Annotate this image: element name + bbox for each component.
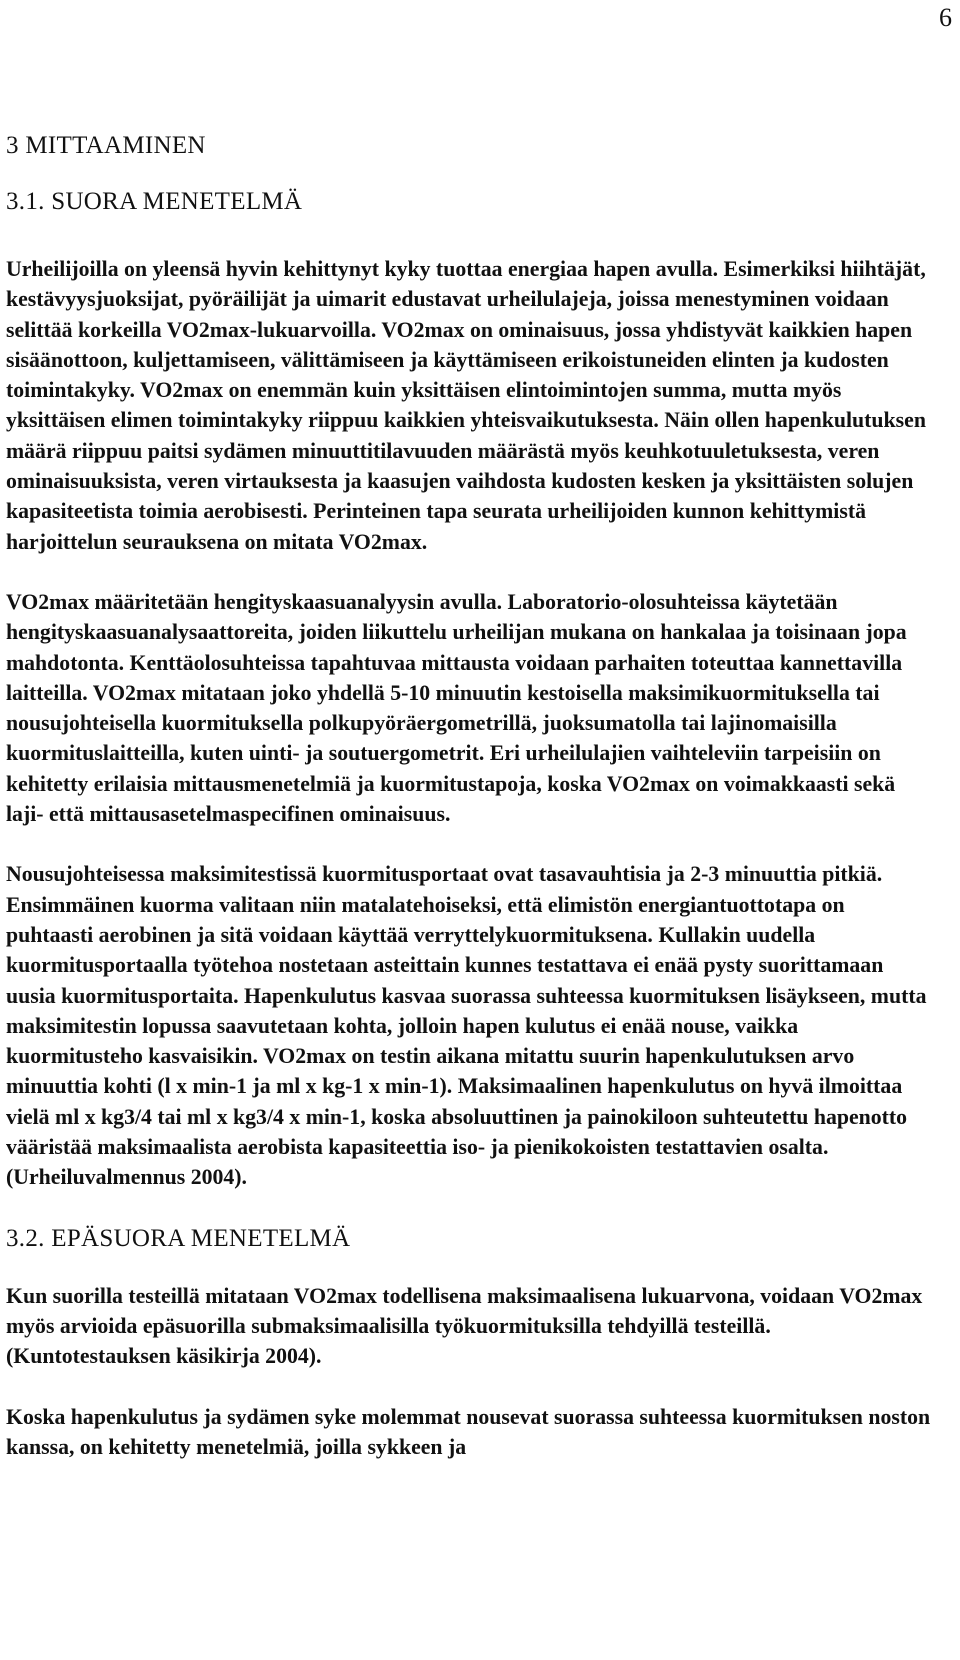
paragraph: VO2max määritetään hengityskaasuanalyysin avulla. Laboratorio-olosuhteissa käytetään hengityskaasuanalysaattoreita, joiden liikuttelu urheilijan mukana on hankalaa ja toisinaan jopa mahdotonta. Kenttäolosuhteissa tapahtuvaa mittausta voidaan parhaiten toteuttaa kannettavilla laitteilla. VO2max mitataan joko yhdellä 5-10 minuutin kestoisella maksimikuormituksella tai nousujohteisella kuormituksella polkupyöräergometrillä, juoksumatolla tai lajinomaisilla kuormituslaitteilla, kuten uinti- ja soutuergometrit. Eri urheilulajien vaihteleviin tarpeisiin on kehitetty erilaisia mittausmenetelmiä ja kuormitustapoja, koska VO2max on voimakkaasti sekä laji- että mittausasetelmaspecifinen ominaisuus. (6, 589, 907, 827)
paragraph: Koska hapenkulutus ja sydämen syke molemmat nousevat suorassa suhteessa kuormituksen noston kanssa, on kehitetty menetelmiä, joilla sykkeen ja (6, 1404, 931, 1459)
subsection-heading-indirect-method: 3.2. EPÄSUORA MENETELMÄ (6, 1224, 351, 1252)
paragraph: Nousujohteisessa maksimitestissä kuormitusportaat ovat tasavauhtisia ja 2-3 minuuttia pitkiä. Ensimmäinen kuorma valitaan niin matalatehoiseksi, että elimistön energiantuottotapa on puhtaasti aerobinen ja sitä voidaan käyttää verryttelykuormituksena. Kullakin uudella kuormitusportaalla työtehoa nostetaan asteittain kunnes testattava ei enää pysty suorittamaan uusia kuormitusportaita. Hapenkulutus kasvaa suorassa suhteessa kuormituksen lisäykseen, mutta maksimitestin lopussa saavutetaan kohta, jolloin hapen kulutus ei enää nouse, vaikka kuormitusteho kasvaisikin. VO2max on testin aikana mitattu suurin hapenkulutuksen arvo minuuttia kohti (l x min-1 ja ml x kg-1 x min-1). Maksimaalinen hapenkulutus on hyvä ilmoittaa vielä ml x kg3/4 tai ml x kg3/4 x min-1, koska absoluuttinen ja painokiloon suhteutettu hapenotto vääristää maksimaalista aerobista kapasiteettia iso- ja pienikokoisten testattavien osalta. (Urheiluvalmennus 2004). (6, 862, 927, 1190)
paragraph: Urheilijoilla on yleensä hyvin kehittynyt kyky tuottaa energiaa hapen avulla. Esimerkiksi hiihtäjät, kestävyysjuoksijat, pyöräilijät ja uimarit edustavat urheilulajeja, joissa menestyminen voidaan selittää korkeilla VO2max-lukuarvoilla. VO2max on ominaisuus, jossa yhdistyvät kaikkien hapen sisäänottoon, kuljettamiseen, välittämiseen ja käyttämiseen erikoistuneiden elinten ja kudosten toimintakyky. VO2max on enemmän kuin yksittäisen elintoimintojen summa, mutta myös yksittäisen elimen toimintakyky riippuu kaikkien yhteisvaikutuksesta. Näin ollen hapenkulutuksen määrä riippuu paitsi sydämen minuuttitilavuuden määrästä myös keuhkotuuletuksesta, veren ominaisuuksista, veren virtauksesta ja kaasujen vaihdosta kudosten kesken ja yksittäisten solujen kapasiteetista toimia aerobisesti. Perinteinen tapa seurata urheilijoiden kunnon kehittymistä harjoittelun seurauksena on mitata VO2max. (6, 257, 926, 554)
section-heading: 3 MITTAAMINEN (6, 132, 206, 159)
page-number: 6 (939, 3, 952, 32)
subsection-heading-direct-method: 3.1. SUORA MENETELMÄ (6, 188, 303, 215)
paragraph: Kun suorilla testeillä mitataan VO2max todellisena maksimaalisena lukuarvona, voidaan VO2max myös arvioida epäsuorilla submaksimaalisilla työkuormituksilla tehdyillä testeillä. (Kuntotestauksen käsikirja 2004). (6, 1283, 923, 1369)
document-body (6, 130, 936, 1492)
